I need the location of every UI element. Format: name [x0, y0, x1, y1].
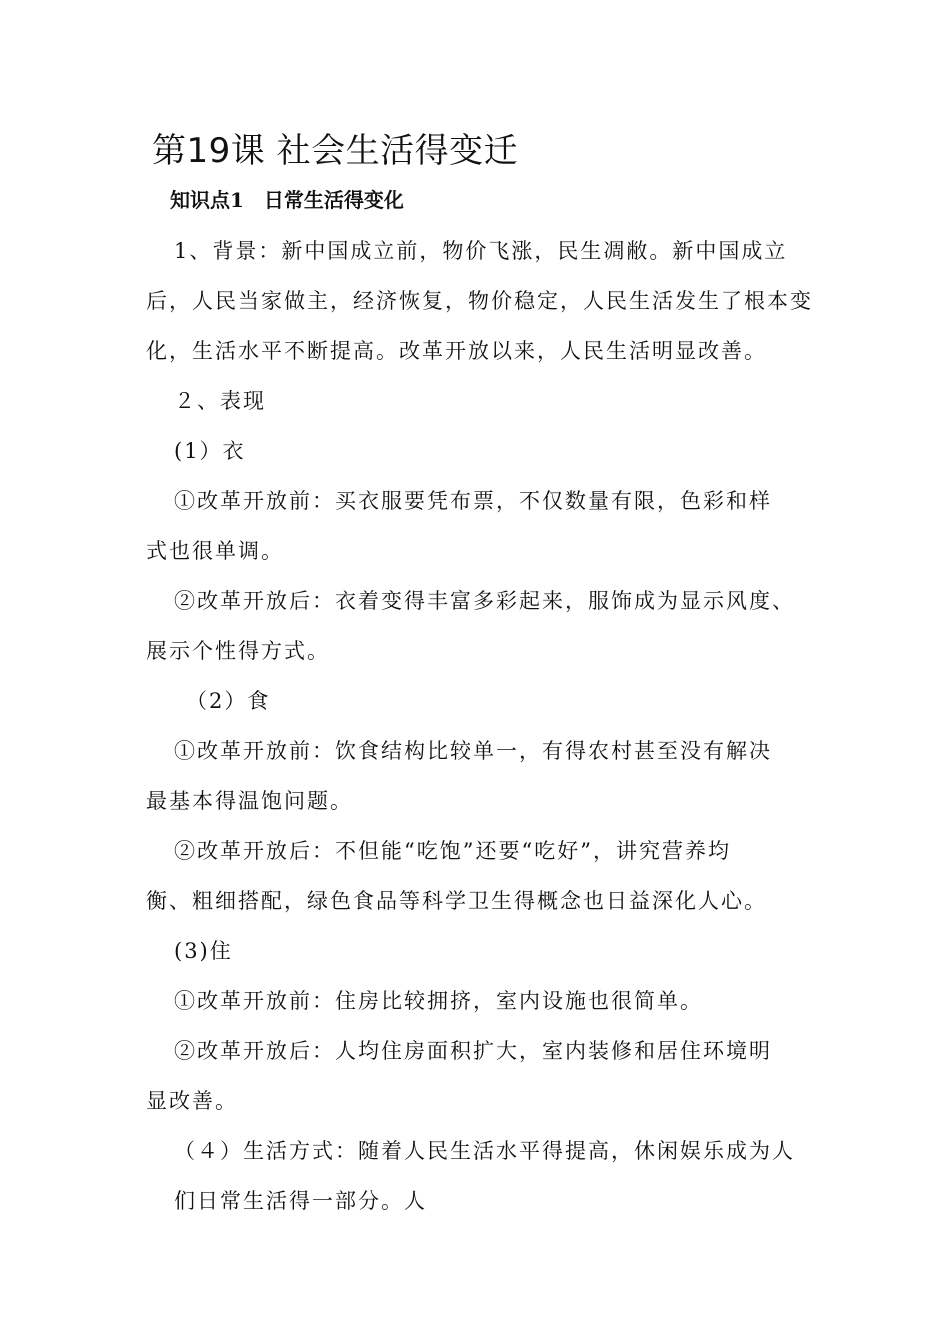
- paragraph-line: （４）生活方式：随着人民生活水平得提高，休闲娱乐成为人: [174, 1139, 795, 1163]
- paragraph-line: (1）衣: [174, 439, 246, 463]
- paragraph-line: 化，生活水平不断提高。改革开放以来，人民生活明显改善。: [146, 339, 767, 363]
- paragraph-line: (3)住: [174, 939, 233, 963]
- paragraph-line: ②改革开放后：人均住房面积扩大，室内装修和居住环境明: [174, 1039, 772, 1063]
- paragraph-line: ②改革开放后：不但能“吃饱”还要“吃好”，讲究营养均: [174, 839, 731, 863]
- paragraph-line: （2）食: [186, 689, 271, 713]
- page-title: 第19课 社会生活得变迁: [152, 131, 519, 171]
- paragraph-line: ①改革开放前：买衣服要凭布票，不仅数量有限，色彩和样: [174, 489, 772, 513]
- paragraph-line: 们日常生活得一部分。人: [174, 1189, 427, 1213]
- section-heading: 知识点1 日常生活得变化: [170, 188, 404, 212]
- paragraph-line: ２、表现: [174, 389, 266, 413]
- paragraph-line: ②改革开放后：衣着变得丰富多彩起来，服饰成为显示风度、: [174, 589, 795, 613]
- paragraph-line: 衡、粗细搭配，绿色食品等科学卫生得概念也日益深化人心。: [146, 889, 767, 913]
- paragraph-line: ①改革开放前：饮食结构比较单一，有得农村甚至没有解决: [174, 739, 772, 763]
- paragraph-line: ①改革开放前：住房比较拥挤，室内设施也很简单。: [174, 989, 703, 1013]
- paragraph-line: 最基本得温饱问题。: [146, 789, 353, 813]
- paragraph-line: 式也很单调。: [146, 539, 284, 563]
- paragraph-line: 展示个性得方式。: [146, 639, 330, 663]
- paragraph-line: 1、背景：新中国成立前，物价飞涨，民生凋敝。新中国成立: [174, 239, 788, 263]
- paragraph-line: 后，人民当家做主，经济恢复，物价稳定，人民生活发生了根本变: [146, 289, 813, 313]
- paragraph-line: 显改善。: [146, 1089, 238, 1113]
